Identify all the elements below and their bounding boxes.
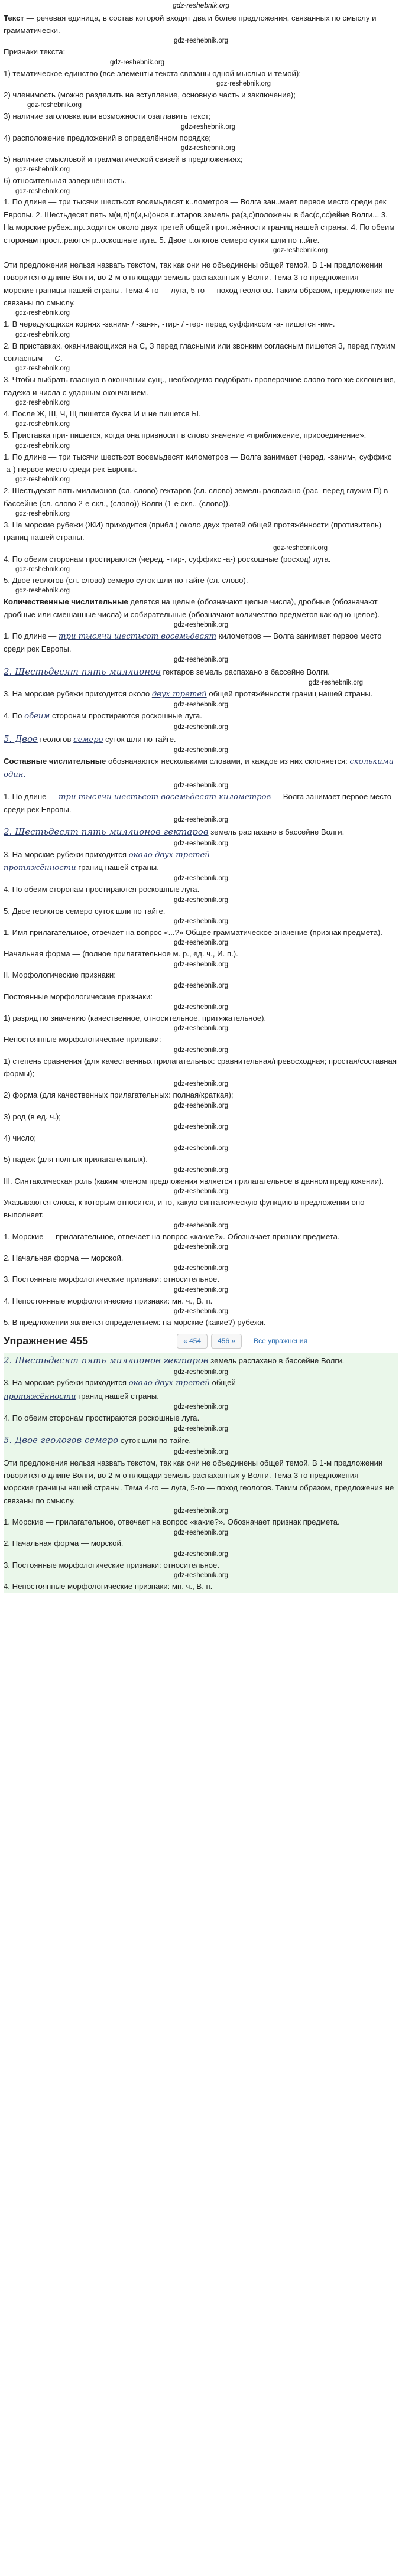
watermark: gdz-reshebnik.org — [15, 166, 70, 174]
watermark: gdz-reshebnik.org — [181, 144, 236, 152]
watermark: gdz-reshebnik.org — [273, 246, 328, 254]
watermark: gdz-reshebnik.org — [173, 1307, 229, 1315]
watermark: gdz-reshebnik.org — [173, 1145, 229, 1152]
handwritten-numeral: двух третей — [151, 689, 207, 699]
watermark: gdz-reshebnik.org — [308, 679, 363, 687]
watermark: gdz-reshebnik.org — [173, 1102, 229, 1109]
handwritten-numeral: обеим — [24, 712, 50, 721]
watermark: gdz-reshebnik.org — [15, 442, 70, 450]
watermark: gdz-reshebnik.org — [173, 1243, 229, 1250]
numerals-sentence-1: 1. По длине — три тысячи шестьсот восемьдесят километров — Волга занимает первое место среди рек Европы. — [4, 631, 382, 654]
analysis-16: 3. Постоянные морфологические признаки: относительное. — [4, 1275, 219, 1284]
handwritten-word: протяжённости — [4, 1392, 76, 1401]
compound-sentence-4: 4. По обеим сторонам простираются роскошные луга. — [4, 885, 200, 894]
repeat-sentence-5: 5. Двое геологов семеро суток шли по тайге. — [4, 1435, 192, 1446]
watermark: gdz-reshebnik.org — [173, 1368, 229, 1376]
watermark: gdz-reshebnik.org — [173, 982, 229, 989]
prev-exercise-button[interactable]: « 454 — [177, 1334, 208, 1349]
numerals-sentence-5: 5. Двое геологов семеро суток шли по тайге. — [4, 733, 176, 744]
compound-numerals-term: Составные числительные — [4, 756, 106, 766]
compound-sentence-2: 2. Шестьдесят пять миллионов гектаров земель распахано в бассейне Волги. — [4, 826, 345, 838]
next-exercise-button[interactable]: 456 » — [211, 1334, 242, 1349]
compound-sentence-1: 1. По длине — три тысячи шестьсот восемьдесят километров — Волга занимает первое место среди рек Европы. — [4, 792, 392, 814]
rule-4: 4. После Ж, Ш, Ч, Щ пишется буква И и не пишется Ы. — [4, 409, 201, 419]
all-exercises-link[interactable]: Все упражнения — [254, 1336, 308, 1345]
text-sign-5: 5) наличие смысловой и грамматической связей в предложениях; — [4, 154, 243, 164]
watermark: gdz-reshebnik.org — [173, 723, 229, 731]
watermark: gdz-reshebnik.org — [173, 701, 229, 709]
compound-numerals-definition: Составные числительные обозначаются несколькими словами, и каждое из них склоняется: сколькими один. — [4, 756, 394, 780]
numerals-term: Количественные числительные — [4, 597, 128, 607]
rule-3: 3. Чтобы выбрать гласную в окончании сущ., необходимо подобрать проверочное слово того же склонения, падежа и числа с ударным окончанием. — [4, 375, 396, 397]
repeat-analysis-2: 2. Начальная форма — морской. — [4, 1539, 124, 1548]
analysis-14: 1. Морские — прилагательное, отвечает на вопрос «какие?». Обозначает признак предмета. — [4, 1232, 340, 1241]
watermark: gdz-reshebnik.org — [173, 896, 229, 904]
watermark: gdz-reshebnik.org — [173, 656, 229, 663]
analysis-4: Постоянные морфологические признаки: — [4, 992, 153, 1001]
watermark: gdz-reshebnik.org — [173, 1123, 229, 1131]
watermark: gdz-reshebnik.org — [15, 421, 70, 428]
analysis-15: 2. Начальная форма — морской. — [4, 1253, 124, 1262]
watermark: gdz-reshebnik.org — [27, 102, 82, 109]
watermark: gdz-reshebnik.org — [173, 1025, 229, 1033]
handwritten-note: сколькими один. — [4, 757, 394, 780]
text-sign-4: 4) расположение предложений в определённом порядке; — [4, 133, 211, 142]
watermark: gdz-reshebnik.org — [173, 917, 229, 925]
corrected-sentence-4: 4. По обеим сторонам простираются (черед. -тир-, суффикс -а-) роскошные (росход) луга. — [4, 554, 331, 564]
handwritten-numeral: 2. Шестьдесят пять миллионов гектаров — [4, 1355, 209, 1366]
analysis-6: Непостоянные морфологические признаки: — [4, 1035, 161, 1044]
watermark: gdz-reshebnik.org — [173, 37, 229, 45]
text-sign-3: 3) наличие заголовка или возможности озаглавить текст; — [4, 112, 211, 121]
analysis-2: Начальная форма — (полное прилагательное м. р., ед. ч., И. п.). — [4, 949, 238, 959]
rule-2: 2. В приставках, оканчивающихся на С, З перед гласными или звонким согласным пишется З, перед глухим согласным — С. — [4, 341, 396, 363]
analysis-1: 1. Имя прилагательное, отвечает на вопрос «...?» Общее грамматическое значение (признак предмета). — [4, 927, 382, 937]
analysis-9: 3) род (в ед. ч.); — [4, 1112, 61, 1121]
handwritten-numeral: около двух третей — [128, 850, 210, 859]
watermark: gdz-reshebnik.org — [173, 1448, 229, 1455]
handwritten-numeral: 2. Шестьдесят пять миллионов — [4, 666, 161, 677]
watermark: gdz-reshebnik.org — [273, 544, 328, 552]
watermark: gdz-reshebnik.org — [15, 365, 70, 373]
watermark: gdz-reshebnik.org — [15, 399, 70, 407]
watermark: gdz-reshebnik.org — [173, 1529, 229, 1536]
watermark: gdz-reshebnik.org — [173, 816, 229, 824]
compound-sentence-5: 5. Двое геологов семеро суток шли по тайге. — [4, 906, 166, 916]
analysis-8: 2) форма (для качественных прилагательных: полная/краткая); — [4, 1090, 234, 1100]
numerals-sentence-4: 4. По обеим сторонам простираются роскошные луга. — [4, 711, 202, 721]
watermark: gdz-reshebnik.org — [173, 1004, 229, 1011]
analysis-11: 5) падеж (для полных прилагательных). — [4, 1155, 148, 1164]
watermark: gdz-reshebnik.org — [173, 1046, 229, 1054]
repeat-sentence-2: 2. Шестьдесят пять миллионов гектаров земель распахано в бассейне Волги. — [4, 1355, 345, 1366]
repeat-analysis-1: 1. Морские — прилагательное, отвечает на вопрос «какие?». Обозначает признак предмета. — [4, 1517, 340, 1527]
repeat-analysis-4: 4. Непостоянные морфологические признаки: мн. ч., В. п. — [4, 1582, 213, 1591]
exercise-pager — [4, 1332, 398, 1350]
watermark: gdz-reshebnik.org — [15, 566, 70, 574]
watermark: gdz-reshebnik.org — [173, 1222, 229, 1229]
rule-1: 1. В чередующихся корнях -заним- / -заня-, -тир- / -тер- перед суффиксом -а- пишется -им-. — [4, 320, 335, 329]
handwritten-numeral: около двух третей — [128, 1379, 210, 1388]
numerals-definition — [4, 595, 398, 621]
repeat-analysis-3: 3. Постоянные морфологические признаки: относительное. — [4, 1560, 219, 1569]
watermark: gdz-reshebnik.org — [173, 1166, 229, 1174]
text-signs-heading: Признаки текста: — [4, 47, 66, 57]
analysis-17: 4. Непостоянные морфологические признаки: мн. ч., В. п. — [4, 1296, 213, 1305]
watermark: gdz-reshebnik.org — [173, 839, 229, 847]
numerals-sentence-2: 2. Шестьдесят пять миллионов гектаров земель распахано в бассейне Волги. — [4, 666, 330, 677]
numerals-definition-body: делятся на целые (обозначают целые числа), дробные (обозначают дробные или смешанные числа) и собирательные (обозначают количество предметов как одно целое). — [4, 597, 380, 619]
watermark: gdz-reshebnik.org — [173, 1550, 229, 1558]
watermark: gdz-reshebnik.org — [173, 1572, 229, 1580]
compound-sentence-3: 3. На морские рубежи приходится около двух третей протяжённости границ нашей страны. — [4, 849, 210, 872]
watermark: gdz-reshebnik.org — [15, 310, 70, 317]
text-term: Текст — [4, 13, 24, 22]
not-a-text-explanation: Эти предложения нельзя назвать текстом, так как они не объединены общей темой. В 1-м предложении говорится о длине Волги, во 2-м о площади земель распаханных у Волги. Тема 3-го предложения — морские границы нашей страны. Тема 4-го — луга, 5-го — поход геологов. Таким образом, предложения не связаны по смыслу. — [4, 260, 394, 308]
watermark: gdz-reshebnik.org — [15, 587, 70, 595]
watermark: gdz-reshebnik.org — [173, 1507, 229, 1515]
watermark: gdz-reshebnik.org — [173, 746, 229, 754]
corrected-sentence-2: 2. Шестьдесят пять миллионов (сл. слово) гектаров (сл. слово) земель распахано (рас- перед глухим П) в бассейне (сл. слово 2-е скл., (слово)) Волги (1-е скл., (слово)). — [4, 486, 388, 508]
analysis-5: 1) разряд по значению (качественное, относительное, притяжательное). — [4, 1014, 267, 1023]
repeat-sentence-4: 4. По обеим сторонам простираются роскошные луга. — [4, 1414, 200, 1423]
watermark: gdz-reshebnik.org — [173, 939, 229, 947]
watermark: gdz-reshebnik.org — [15, 331, 70, 338]
handwritten-numeral: три тысячи шестьсот восемьдесят — [59, 632, 217, 641]
numerals-sentence-3: 3. На морские рубежи приходится около двух третей общей протяжённости границ нашей страны. — [4, 689, 373, 699]
watermark: gdz-reshebnik.org — [110, 58, 165, 66]
repeat-summary: Эти предложения нельзя назвать текстом, так как они не объединены общей темой. В 1-м предложении говорится о длине Волги, во 2-м о площади земель распаханных у Волги. Тема 3-го предложения — морские границы нашей страны. Тема 4-го — луга, 5-го — поход геологов. Таким образом, предложения не связаны по смыслу. — [4, 1458, 394, 1505]
handwritten-numeral: семеро — [73, 735, 103, 744]
watermark: gdz-reshebnik.org — [173, 1265, 229, 1272]
analysis-13: Указываются слова, к которым относится, и то, какую синтаксическую функцию в предложении оно выполняет. — [4, 1197, 365, 1220]
task-sentences-with-gaps: 1. По длине — три тысячи шестьсот восемьдесят к..лометров — Волга зан..мает первое место среди рек Европы. 2. Шестьдесят пять м(и,л)л(и,ы)онов г..ктаров земель ра(з,с)положены в бас(с,сс)ейне Волги... 3. На морские рубеж..пр..ходится около двух третей общей прот..жённости границ нашей страны. 4. По обеим сторонам прост..раются р..оскошные луга. 5. Двое г..ологов семеро сутки шли по т..йге. — [4, 197, 395, 245]
watermark: gdz-reshebnik.org — [173, 1425, 229, 1432]
text-definition — [4, 12, 398, 37]
corrected-sentence-1: 1. По длине — три тысячи шестьсот восемьдесят километров — Волга занимает (черед. -заним-, суффикс -а-) первое место среди рек Европы. — [4, 452, 392, 474]
corrected-sentence-3: 3. На морские рубежи (ЖИ) приходится (прибл.) около двух третей общей протяжённости (противитель) границ нашей страны. — [4, 520, 382, 542]
text-sign-6: 6) относительная завершённость. — [4, 176, 127, 185]
watermark: gdz-reshebnik.org — [15, 476, 70, 484]
watermark: gdz-reshebnik.org — [15, 510, 70, 518]
corrected-sentence-5: 5. Двое геологов (сл. слово) семеро суток шли по тайге (сл. слово). — [4, 576, 248, 585]
handwritten-word: протяжённости — [4, 863, 76, 872]
repeat-sentence-3: 3. На морские рубежи приходится около двух третей общей протяжённости границ нашей страны. — [4, 1378, 236, 1401]
text-sign-1: 1) тематическое единство (все элементы текста связаны одной мыслью и темой); — [4, 69, 301, 78]
handwritten-numeral: три тысячи шестьсот восемьдесят километров — [59, 792, 271, 802]
analysis-10: 4) число; — [4, 1134, 37, 1142]
watermark: gdz-reshebnik.org — [173, 781, 229, 789]
watermark: gdz-reshebnik.org — [15, 187, 70, 195]
handwritten-numeral: 2. Шестьдесят пять миллионов гектаров — [4, 826, 209, 838]
site-watermark-top: gdz-reshebnik.org — [172, 1, 230, 9]
analysis-12: III. Синтаксическая роль (каким членом предложения является прилагательное в данном предложении). — [4, 1176, 384, 1186]
analysis-18: 5. В предложении является определением: на морские (какие?) рубежи. — [4, 1317, 266, 1327]
watermark: gdz-reshebnik.org — [173, 1403, 229, 1411]
watermark: gdz-reshebnik.org — [173, 1188, 229, 1195]
rule-5: 5. Приставка при- пишется, когда она привносит в слово значение «приближение, присоединение». — [4, 431, 367, 440]
watermark: gdz-reshebnik.org — [173, 875, 229, 882]
watermark: gdz-reshebnik.org — [181, 123, 236, 131]
analysis-3: II. Морфологические признаки: — [4, 971, 116, 980]
watermark: gdz-reshebnik.org — [173, 1080, 229, 1088]
watermark: gdz-reshebnik.org — [173, 1286, 229, 1294]
watermark: gdz-reshebnik.org — [216, 80, 271, 87]
handwritten-numeral: 5. Двое — [4, 733, 38, 744]
watermark: gdz-reshebnik.org — [173, 960, 229, 968]
text-sign-2: 2) членимость (можно разделить на вступление, основную часть и заключение); — [4, 90, 296, 99]
analysis-7: 1) степень сравнения (для качественных прилагательных: сравнительная/превосходная; простая/составная формы); — [4, 1056, 397, 1079]
watermark: gdz-reshebnik.org — [173, 621, 229, 629]
handwritten-numeral: 5. Двое геологов семеро — [4, 1435, 119, 1446]
repeated-answer-block — [4, 1353, 398, 1593]
text-definition-body: — речевая единица, в состав которой входит два и более предложения, связанных по смыслу и грамматически. — [4, 13, 377, 35]
exercise-title: Упражнение 455 — [4, 1334, 89, 1347]
